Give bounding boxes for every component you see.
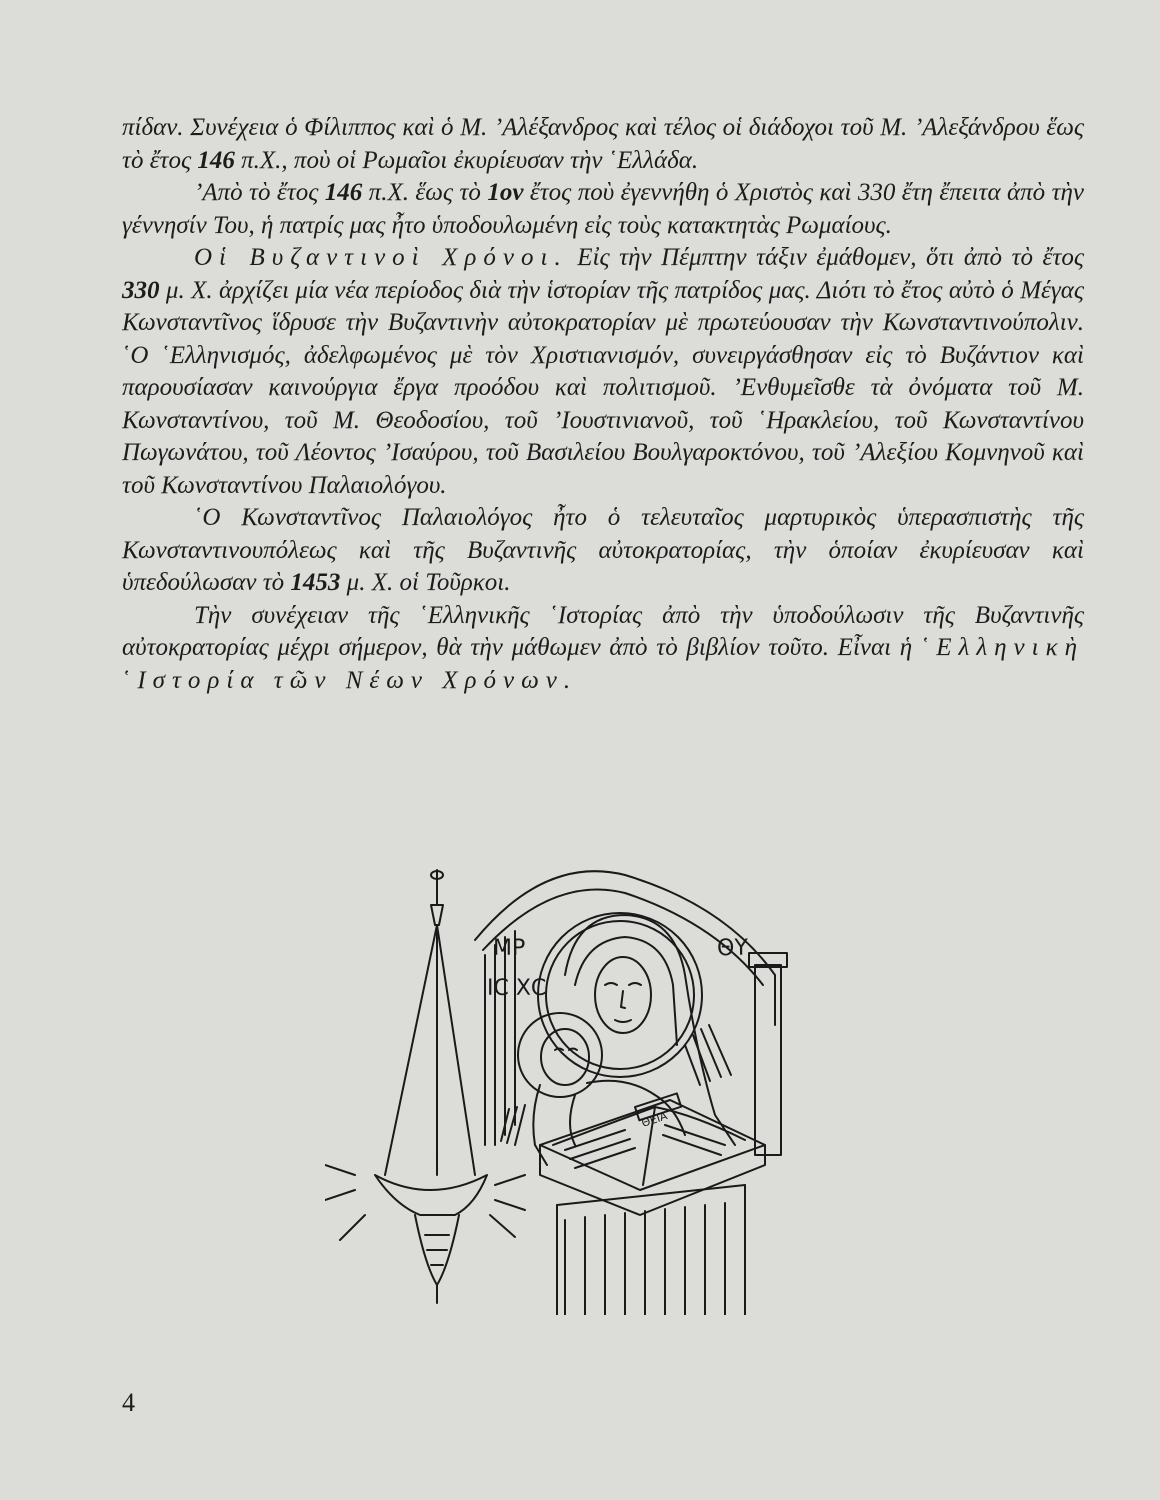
text-segment: 146	[197, 146, 235, 174]
inscription-ic-xc: ΙC ΧC	[487, 976, 547, 1001]
text-segment: μ. Χ. ἀρχίζει μία νέα περίοδος διὰ τὴν ἱστορίαν τῆς πατρίδος μας. Διότι τὸ ἔτος αὐτὸ ὁ Μέγας Κωνσταντῖνος ἵδρυσε τὴν Βυζαντινὴν αὐτοκρατορίαν μὲ πρωτεύουσαν τὴν Κωνσταντινούπολιν. ῾Ο ῾Ελληνισμός, ἀδελφωμένος μὲ τὸν Χριστιανισμόν, συνειργάσθησαν εἰς τὸ Βυζάντιον καὶ παρουσίασαν καινούργια ἔργα προόδου καὶ πολιτισμοῦ. ’Ενθυμεῖσθε τὰ ὀνόματα τοῦ Μ. Κωνσταντίνου, τοῦ Μ. Θεοδοσίου, τοῦ ’Ιουστινιανοῦ, τοῦ ῾Ηρακλείου, τοῦ Κωνσταντίνου Πωγωνάτου, τοῦ Λέοντος ’Ισαύρου, τοῦ Βασιλείου Βουλγαροκτόνου, τοῦ ’Αλεξίου Κομνηνοῦ καὶ τοῦ Κωνσταντίνου Παλαιολόγου.	[122, 276, 1084, 499]
text-segment: 146	[324, 179, 363, 206]
text-segment: ῾Ελληνικὴ ῾Ιστορία τῶν Νέων Χρόνων.	[122, 634, 1084, 694]
text-segment: μ. Χ. οἱ Τοῦρκοι.	[340, 569, 511, 596]
paragraph-1	[122, 112, 1084, 177]
inscription-mp: ΜΡ	[493, 936, 526, 961]
paragraph-2	[122, 177, 1084, 242]
illustration-icon	[325, 845, 795, 1315]
page-number: 4	[122, 1388, 135, 1417]
text-segment: Τὴν συνέχειαν τῆς ῾Ελληνικῆς ῾Ιστορίας ἀπὸ τὴν ὑποδούλωσιν τῆς Βυζαντινῆς αὐτοκρατορίας μέχρι σήμερον, θὰ τὴν μάθωμεν ἀπὸ τὸ βιβλίον τοῦτο. Εἶναι ἡ	[122, 601, 1084, 661]
text-segment: ’Απὸ τὸ ἔτος	[194, 179, 325, 206]
text-segment: ῾Ο Κωνσταντῖνος Παλαιολόγος ἦτο ὁ τελευταῖος μαρτυρικὸς ὑπερασπιστὴς τῆς Κωνσταντινουπόλεως καὶ τῆς Βυζαντινῆς αὐτοκρατορίας, τὴν ὁποίαν ἐκυρίευσαν καὶ ὑπεδούλωσαν τὸ	[122, 504, 1084, 596]
text-segment: 1ον	[487, 179, 524, 206]
paragraph-3	[122, 242, 1084, 502]
inscription-theta-upsilon: ΘΥ	[717, 936, 748, 961]
body-text	[122, 112, 1084, 697]
text-segment: 330	[122, 276, 160, 304]
text-segment: πίδαν. Συνέχεια ὁ Φίλιππος καὶ ὁ Μ. ’Αλέξανδρος καὶ τέλος οἱ διάδοχοι τοῦ Μ. ’Αλεξάνδρου ἕως τὸ ἔτος	[122, 114, 1084, 174]
text-segment: π.Χ., ποὺ οἱ Ρωμαῖοι ἐκυρίευσαν τὴν ῾Ελλάδα.	[234, 146, 699, 174]
text-segment: Εἰς τὴν Πέμπτην τάξιν ἐμάθομεν, ὅτι ἀπὸ τὸ ἔτος	[567, 244, 1085, 271]
paragraph-4	[122, 502, 1084, 600]
virgin-and-child-icon	[325, 845, 795, 1315]
paragraph-5	[122, 600, 1084, 698]
text-segment: ἔτος ποὺ ἐγεννήθη ὁ Χριστὸς καὶ 330 ἔτη ἔπειτα ἀπὸ τὴν γέννησίν Του, ἡ πατρίς μας ἦτο ὑποδουλωμένη εἰς τοὺς κατακτητὰς Ρωμαίους.	[122, 179, 1085, 239]
text-segment: 1453	[290, 569, 341, 596]
text-segment: Οἱ Βυζαντινοὶ Χρόνοι.	[194, 244, 568, 271]
book-inscription: ΘΕΙΑ	[639, 1109, 670, 1130]
text-segment: π.Χ. ἕως τὸ	[362, 179, 488, 206]
